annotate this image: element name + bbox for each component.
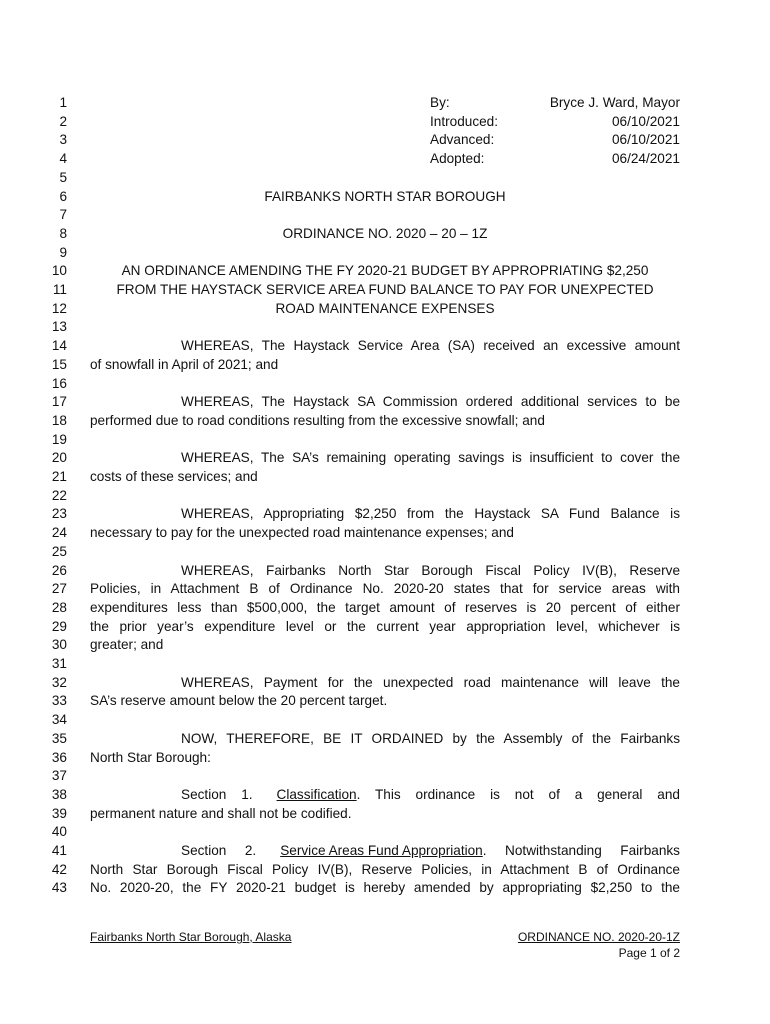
section-2-line-2: North Star Borough Fiscal Policy IV(B), Reserve Policies, in Attachment B of Ordinance [90, 861, 680, 877]
line-number: 15 [51, 356, 67, 372]
whereas-4-line-1: WHEREAS, Appropriating $2,250 from the Haystack SA Fund Balance is [181, 506, 680, 522]
by-label: By: [430, 95, 450, 110]
whereas-6-line-1: WHEREAS, Payment for the unexpected road maintenance will leave the [181, 674, 680, 690]
ordinance-number: ORDINANCE NO. 2020 – 20 – 1Z [282, 225, 488, 241]
ordinance-description-line-2: FROM THE HAYSTACK SERVICE AREA FUND BALANCE TO PAY FOR UNEXPECTED [116, 282, 654, 297]
line-number: 33 [51, 693, 67, 709]
whereas-5-line-4: the prior year’s expenditure level or the current year appropriation level, whichever is [90, 618, 680, 634]
by-value: Bryce J. Ward, Mayor [549, 95, 680, 110]
whereas-4-line-2: necessary to pay for the unexpected road maintenance expenses; and [90, 525, 514, 541]
line-number: 34 [51, 712, 67, 728]
line-number: 25 [51, 543, 67, 559]
line-number: 29 [51, 618, 67, 634]
line-number: 23 [51, 506, 67, 522]
section-1-label: Section 1. [181, 786, 253, 802]
adopted-label: Adopted: [430, 151, 485, 167]
line-number: 17 [51, 394, 67, 410]
line-number: 24 [51, 525, 67, 541]
line-number: 37 [51, 768, 67, 784]
line-number: 11 [52, 282, 67, 297]
line-number: 32 [51, 674, 67, 690]
whereas-3-line-2: costs of these services; and [90, 469, 258, 484]
whereas-2-line-1: WHEREAS, The Haystack SA Commission ordered additional services to be [181, 394, 680, 410]
line-number: 31 [51, 656, 67, 671]
section-2-title: Service Areas Fund Appropriation [280, 843, 483, 858]
line-number: 21 [51, 469, 67, 484]
line-number: 6 [59, 188, 67, 204]
line-number: 40 [51, 824, 67, 840]
adopted-value: 06/24/2021 [611, 151, 680, 167]
line-number: 42 [51, 861, 67, 877]
header-adopted-row [0, 150, 770, 169]
section-2-line-3: No. 2020-20, the FY 2020-21 budget is hereby amended by appropriating $2,250 to the [90, 880, 680, 896]
line-number: 14 [51, 338, 67, 354]
header-advanced-row [0, 131, 770, 150]
line-number: 10 [51, 263, 67, 279]
line-number: 3 [59, 132, 67, 148]
section-2-label: Section 2. [181, 843, 257, 858]
line-number: 12 [51, 300, 67, 316]
line-number: 27 [51, 581, 67, 597]
line-number: 28 [51, 599, 67, 615]
line-number: 16 [51, 375, 67, 391]
whereas-5-line-2: Policies, in Attachment B of Ordinance No. 2020-20 states that for service areas with [90, 581, 680, 597]
line-number: 4 [59, 151, 67, 167]
footer-ordinance-number: ORDINANCE NO. 2020-20-1Z [517, 930, 680, 944]
line-number: 26 [51, 562, 67, 578]
line-number: 22 [51, 487, 67, 503]
introduced-value: 06/10/2021 [611, 113, 680, 129]
section-1-title: Classification [276, 786, 357, 802]
line-number: 43 [51, 880, 67, 896]
line-number: 1 [59, 95, 67, 110]
whereas-5-line-3: expenditures less than $500,000, the target amount of reserves is 20 percent of either [90, 599, 680, 615]
section-1-line-2: permanent nature and shall not be codified. [90, 805, 352, 821]
line-number: 20 [51, 450, 67, 466]
now-therefore-line-2: North Star Borough: [90, 749, 211, 765]
footer-borough: Fairbanks North Star Borough, Alaska [90, 930, 292, 944]
line-number: 8 [59, 225, 67, 241]
introduced-label: Introduced: [430, 113, 499, 129]
now-therefore-line-1: NOW, THEREFORE, BE IT ORDAINED by the Assembly of the Fairbanks [181, 730, 680, 746]
ordinance-description-line-1: AN ORDINANCE AMENDING THE FY 2020-21 BUDGET BY APPROPRIATING $2,250 [121, 263, 649, 279]
line-number: 30 [51, 637, 67, 653]
line-number: 9 [59, 244, 67, 260]
whereas-5-line-5: greater; and [90, 637, 164, 653]
line-number: 19 [51, 431, 67, 447]
whereas-5-line-1: WHEREAS, Fairbanks North Star Borough Fiscal Policy IV(B), Reserve [181, 562, 680, 578]
header-by-row [0, 94, 770, 113]
line-number: 18 [51, 412, 67, 428]
section-1-line-1: Section 1. Classification. This ordinance is not of a general and [90, 786, 680, 805]
section-2-line-1: Section 2. Service Areas Fund Appropriation. Notwithstanding Fairbanks [90, 842, 680, 861]
line-number: 5 [59, 169, 67, 185]
line-number: 2 [59, 113, 67, 129]
borough-title: FAIRBANKS NORTH STAR BOROUGH [264, 188, 506, 204]
line-number: 13 [51, 319, 67, 335]
advanced-value: 06/10/2021 [611, 132, 680, 148]
line-number: 36 [51, 749, 67, 765]
advanced-label: Advanced: [430, 132, 495, 148]
whereas-2-line-2: performed due to road conditions resulting from the excessive snowfall; and [90, 412, 545, 428]
line-number: 39 [51, 805, 67, 821]
line-number: 35 [51, 730, 67, 746]
ordinance-description-line-3: ROAD MAINTENANCE EXPENSES [275, 300, 495, 316]
line-number: 41 [51, 843, 67, 858]
whereas-3-line-1: WHEREAS, The SA’s remaining operating savings is insufficient to cover the [181, 450, 680, 466]
footer-page-number: Page 1 of 2 [618, 946, 680, 960]
header-introduced-row [0, 113, 770, 132]
whereas-1-line-2: of snowfall in April of 2021; and [90, 356, 279, 372]
whereas-6-line-2: SA’s reserve amount below the 20 percent target. [90, 693, 388, 709]
line-number: 38 [51, 786, 67, 802]
line-number: 7 [59, 207, 67, 223]
whereas-1-line-1: WHEREAS, The Haystack Service Area (SA) received an excessive amount [181, 338, 680, 354]
